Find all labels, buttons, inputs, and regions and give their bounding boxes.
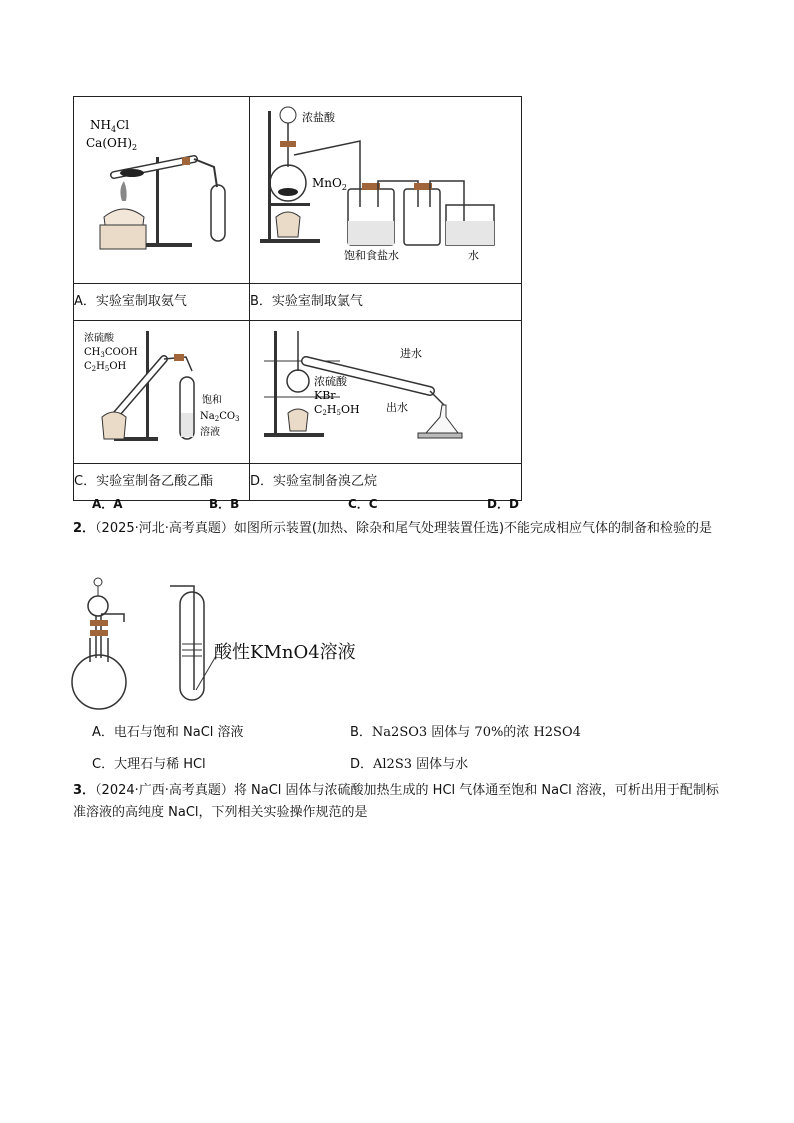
label-kbr: KBr [314, 389, 336, 402]
label-water-in: 进水 [400, 347, 422, 360]
label-conc-hcl: 浓盐酸 [302, 111, 335, 124]
q1-option-c[interactable]: C．C [348, 497, 378, 511]
label-caoh2: $Ca(OH)_2$ [86, 136, 138, 152]
q2-figure-label: 酸性KMnO4溶液 [214, 642, 356, 663]
q2-choice-a[interactable]: A．电石与饱和 NaCl 溶液 [92, 725, 244, 740]
q2-source: （2025·河北·高考真题） [95, 521, 234, 536]
q3-text: 将 NaCl 固体与浓硫酸加热生成的 HCl 气体通至饱和 NaCl 溶液，可析出用于配制标准溶液的高纯度 NaCl，下列相关实验操作规范的是 [73, 783, 719, 820]
label-ch3cooh: $CH_3COOH$ [84, 347, 138, 359]
q2-choice-d-text: Al2S3 固体与水 [373, 757, 469, 772]
q2-text: 如图所示装置(加热、除杂和尾气处理装置任选)不能完成相应气体的制备和检验的是 [233, 521, 713, 536]
q1-option-a[interactable]: A．A [92, 497, 123, 511]
q3-stem [73, 780, 723, 824]
label-nh4cl: $NH_4Cl$ [90, 118, 130, 134]
q3-source: （2024·广西·高考真题） [95, 783, 234, 798]
q1-option-b[interactable]: B．B [209, 497, 240, 511]
q2-choice-d-prefix: D． [350, 757, 374, 772]
q2-number: 2． [73, 521, 96, 536]
panel-a-figure [74, 97, 250, 284]
panel-d-figure [250, 321, 522, 464]
label-c2h5oh: $C_2H_5OH$ [84, 361, 127, 373]
label-solution: 溶液 [200, 427, 220, 438]
panel-a-caption: A．实验室制取氨气 [74, 284, 250, 321]
label-d-c2h5oh: C2H5OH [314, 403, 360, 417]
q2-stem [73, 518, 723, 540]
q1-option-d[interactable]: D．D [487, 497, 519, 511]
label-conc-h2so4: 浓硫酸 [84, 333, 114, 344]
q2-choice-b-text: Na2SO3 固体与 70%的浓 H2SO4 [371, 725, 581, 740]
label-water-out: 出水 [386, 401, 408, 414]
label-brine: 饱和食盐水 [344, 249, 399, 262]
label-water: 水 [468, 249, 479, 262]
label-saturated: 饱和 [202, 395, 222, 406]
panel-c-caption: C．实验室制备乙酸乙酯 [74, 464, 250, 501]
label-na2co3: $Na_2CO_3$ [200, 411, 240, 423]
q3-number: 3． [73, 783, 96, 798]
q2-choice-d[interactable] [350, 753, 468, 772]
q2-choice-c[interactable]: C．大理石与稀 HCl [92, 757, 206, 772]
q2-choice-b[interactable] [350, 721, 581, 740]
panel-c-figure [74, 321, 250, 464]
panel-b-figure [250, 97, 522, 284]
panel-d-caption: D．实验室制备溴乙烷 [250, 464, 522, 501]
label-d-h2so4: 浓硫酸 [314, 375, 347, 388]
panel-b-caption: B．实验室制取氯气 [250, 284, 522, 321]
q2-choice-b-prefix: B． [350, 725, 372, 740]
q1-apparatus-table [73, 96, 522, 501]
label-mno2: MnO$_2$ [312, 176, 347, 192]
